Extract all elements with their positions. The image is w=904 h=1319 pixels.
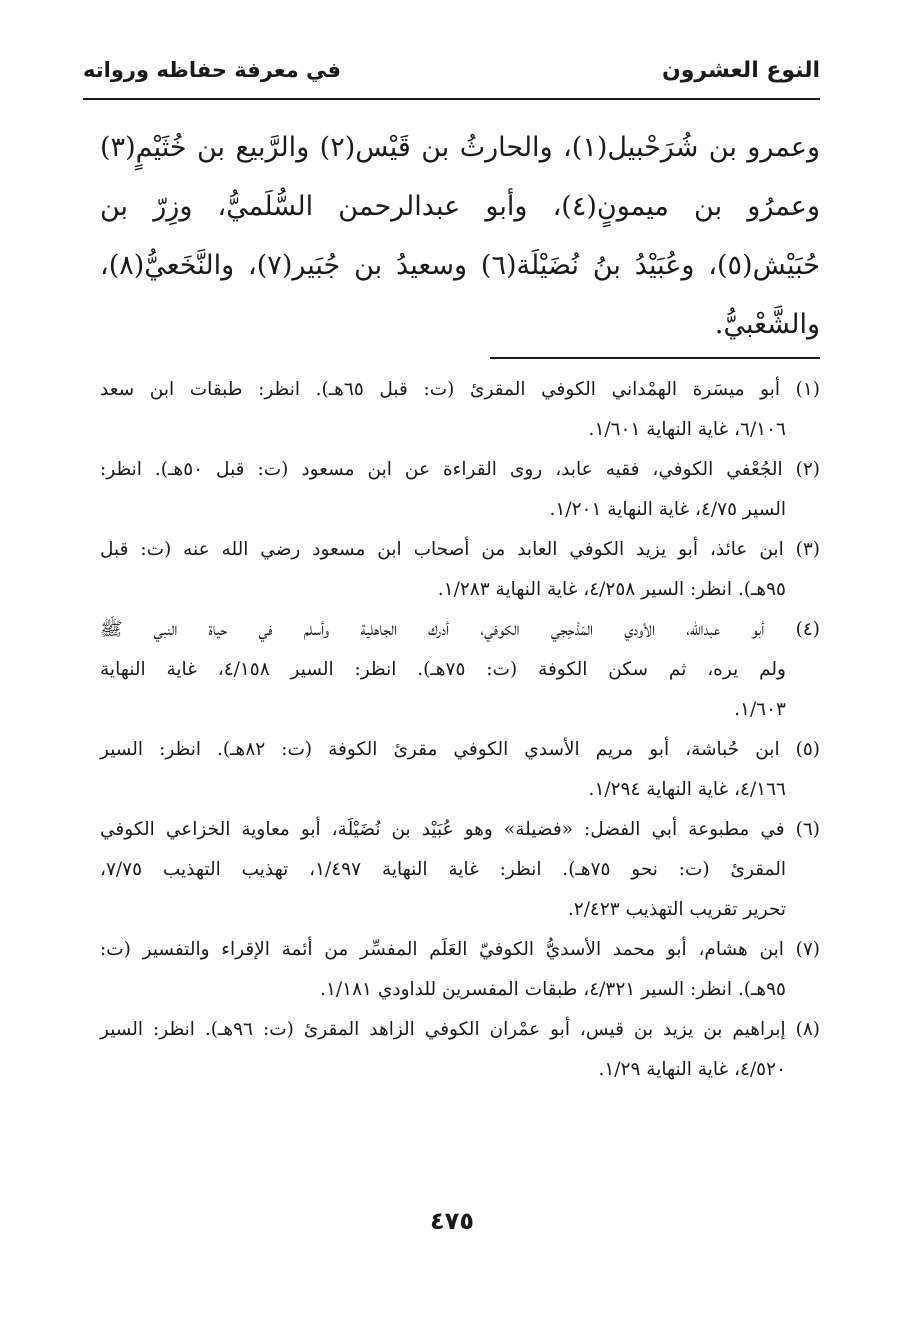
footnote-line: (٧) ابن هشام، أبو محمد الأسديُّ الكوفيّ العَلَم المفسِّر من أئمة الإقراء والتفسير (ت: <box>100 939 820 960</box>
footnote-line: (٢) الجُعْفي الكوفي، فقيه عابد، روى القراءة عن ابن مسعود (ت: قبل ٥٠هـ). انظر: <box>100 459 820 480</box>
footnote-line: (٨) إبراهيم بن يزيد بن قيس، أبو عمْران الكوفي الزاهد المقرئ (ت: ٩٦هـ). انظر: السير <box>100 1019 820 1040</box>
footnote-5 <box>100 730 820 810</box>
footnote-line: ١/٦٠٣. <box>734 699 786 720</box>
header-rule <box>83 98 820 100</box>
footnote-line: ٩٥هـ). انظر: السير ٤/٣٢١، طبقات المفسرين للداودي ١/١٨١. <box>320 979 786 1000</box>
footnotes <box>100 370 820 1090</box>
main-text-line: وعمرُو بن ميمونٍ(٤)، وأبو عبدالرحمن السُّلَميُّ، وزِرّ بن <box>100 191 820 222</box>
footnote-2 <box>100 450 820 530</box>
footnote-line: ٤/١٦٦، غاية النهاية ١/٢٩٤. <box>588 779 786 800</box>
footnote-1 <box>100 370 820 450</box>
footnote-line: (٣) ابن عائذ، أبو يزيد الكوفي العابد من أصحاب ابن مسعود رضي الله عنه (ت: قبل <box>100 539 820 560</box>
footnote-line: (٦) في مطبوعة أبي الفضل: «فضيلة» وهو عُبَيْد بن نُضَيْلَة، أبو معاوية الخزاعي الكوفي <box>100 819 820 840</box>
main-text-line: حُبَيْش(٥)، وعُبَيْدُ بنُ نُضَيْلَة(٦) وسعيدُ بن جُبَير(٧)، والنَّخَعيُّ(٨)، <box>100 250 820 281</box>
footnote-separator <box>490 357 820 359</box>
footnote-line: تحرير تقريب التهذيب ٢/٤٢٣. <box>567 899 786 920</box>
main-text-line: وعمرو بن شُرَحْبيل(١)، والحارثُ بن قَيْس(٢) والرَّبيع بن خُثَيْمٍ(٣) <box>100 132 820 163</box>
main-text <box>100 118 820 354</box>
footnote-line: (٥) ابن حُباشة، أبو مريم الأسدي الكوفي مقرئ الكوفة (ت: ٨٢هـ). انظر: السير <box>100 739 820 760</box>
footnote-line: ٦/١٠٦، غاية النهاية ١/٦٠١. <box>588 419 786 440</box>
footnote-line: المقرئ (ت: نحو ٧٥هـ). انظر: غاية النهاية ١/٤٩٧، تهذيب التهذيب ٧/٧٥، <box>100 859 786 880</box>
footnote-line: السير ٤/٧٥، غاية النهاية ١/٢٠١. <box>549 499 786 520</box>
footnote-8 <box>100 1010 820 1090</box>
chapter-title: النوع العشرون <box>661 58 820 83</box>
footnote-line: (٤) أبو عبدالله، الأودي المَذْحِجي الكوفي، أدرك الجاهلية وأسلم في حياة النبي ﷺ <box>100 619 820 640</box>
main-text-line: والشَّعْبيُّ. <box>714 309 820 340</box>
footnote-7 <box>100 930 820 1010</box>
footnote-4 <box>100 610 820 730</box>
footnote-6 <box>100 810 820 930</box>
footnote-line: (١) أبو ميسَرة الهمْداني الكوفي المقرئ (ت: قبل ٦٥هـ). انظر: طبقات ابن سعد <box>100 379 820 400</box>
running-header <box>83 50 820 100</box>
section-title: في معرفة حفاظه ورواته <box>83 58 341 82</box>
page-number: ٤٧٥ <box>430 1207 474 1235</box>
footnote-3 <box>100 530 820 610</box>
footnote-line: ولم يره، ثم سكن الكوفة (ت: ٧٥هـ). انظر: السير ٤/١٥٨، غاية النهاية <box>100 659 786 680</box>
footnote-line: ٩٥هـ). انظر: السير ٤/٢٥٨، غاية النهاية ١/٢٨٣. <box>437 579 786 600</box>
footnote-line: ٤/٥٢٠، غاية النهاية ١/٢٩. <box>598 1059 786 1080</box>
